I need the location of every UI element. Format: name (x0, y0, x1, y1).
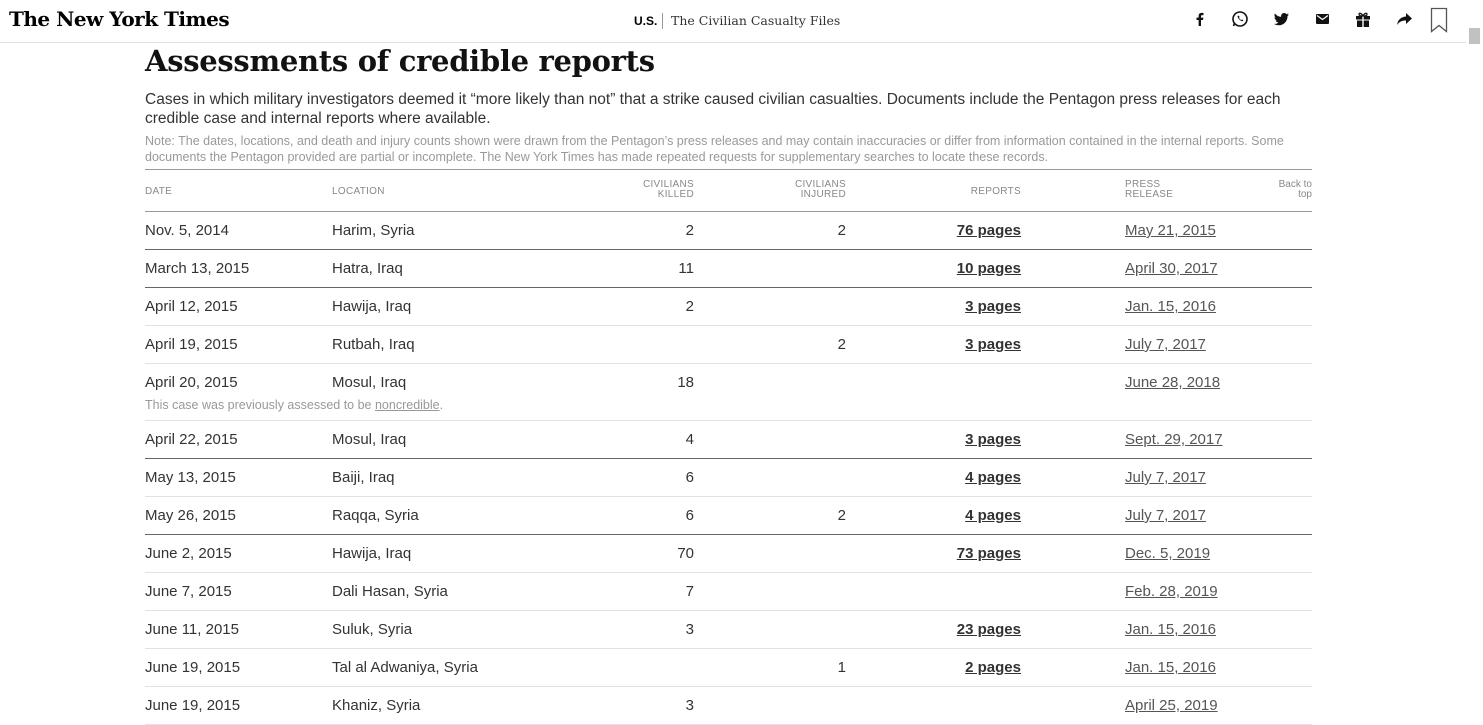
table-row (145, 535, 1312, 573)
report-link[interactable]: 10 pages (956, 260, 1021, 277)
table-row (145, 611, 1312, 649)
cell-date: April 22, 2015 (145, 431, 238, 448)
cell-date: April 12, 2015 (145, 298, 238, 315)
cell-location: Khaniz, Syria (332, 697, 421, 714)
report-link[interactable]: 2 pages (965, 659, 1021, 676)
press-release-link[interactable]: July 7, 2017 (1125, 336, 1206, 353)
press-release-link[interactable]: July 7, 2017 (1125, 469, 1206, 486)
scrollbar-track[interactable] (1466, 0, 1483, 700)
cell-injured: 1 (837, 659, 846, 676)
report-link[interactable]: 3 pages (965, 431, 1021, 448)
row-note (145, 398, 443, 412)
cell-date: May 13, 2015 (145, 469, 236, 486)
cell-killed: 2 (685, 222, 694, 239)
report-link[interactable]: 3 pages (965, 298, 1021, 315)
nyt-logo[interactable]: The New York Times (9, 7, 230, 31)
table-row (145, 497, 1312, 535)
table-row (145, 573, 1312, 611)
press-release-link[interactable]: Dec. 5, 2019 (1125, 545, 1211, 562)
cell-location: Hawija, Iraq (332, 298, 412, 315)
cell-date: June 19, 2015 (145, 659, 241, 676)
cell-date: Nov. 5, 2014 (145, 222, 229, 239)
noncredible-link[interactable]: noncredible (374, 398, 440, 412)
cell-killed: 70 (677, 545, 694, 562)
table-row (145, 250, 1312, 288)
cell-location: Dali Hasan, Syria (332, 583, 448, 600)
cell-killed: 18 (677, 374, 694, 391)
cell-location: Hatra, Iraq (332, 260, 403, 277)
report-link[interactable]: 3 pages (965, 336, 1021, 353)
table-row (145, 288, 1312, 326)
table-row (145, 649, 1312, 687)
series-title[interactable]: The Civilian Casualty Files (671, 13, 841, 28)
back-to-top-link[interactable]: Back to top (1278, 179, 1312, 200)
press-release-link[interactable]: Feb. 28, 2019 (1125, 583, 1218, 600)
column-header-date: DATE (145, 186, 173, 197)
cell-injured: 2 (837, 507, 846, 524)
cell-date: June 7, 2015 (145, 583, 232, 600)
press-release-link[interactable]: Jan. 15, 2016 (1125, 298, 1216, 315)
section-label[interactable]: U.S. (634, 14, 658, 28)
press-release-link[interactable]: April 25, 2019 (1125, 697, 1218, 714)
intro-text: Cases in which military investigators deemed it “more likely than not” that a strike caused civilian casualties. Documents include the Pentagon press releases for each credible case and internal reports where available. (145, 91, 1281, 127)
share-icon[interactable] (1391, 6, 1417, 32)
cell-date: April 19, 2015 (145, 336, 238, 353)
cell-location: Mosul, Iraq (332, 374, 407, 391)
cell-location: Rutbah, Iraq (332, 336, 415, 353)
cell-location: Hawija, Iraq (332, 545, 412, 562)
cell-killed: 6 (685, 469, 694, 486)
bookmark-icon[interactable] (1427, 5, 1451, 35)
table-row (145, 326, 1312, 364)
column-header-location: LOCATION (332, 186, 385, 197)
report-link[interactable]: 4 pages (965, 507, 1021, 524)
whatsapp-icon[interactable] (1227, 6, 1253, 32)
row-note-text: This case was previously assessed to be (145, 398, 375, 412)
cell-injured: 2 (837, 336, 846, 353)
gift-icon[interactable] (1350, 6, 1376, 32)
cell-date: June 2, 2015 (145, 545, 232, 562)
column-header-reports: REPORTS (970, 186, 1021, 197)
table-row (145, 364, 1312, 421)
report-link[interactable]: 76 pages (956, 222, 1021, 239)
cell-location: Tal al Adwaniya, Syria (332, 659, 478, 676)
report-link[interactable]: 73 pages (956, 545, 1021, 562)
press-release-link[interactable]: April 30, 2017 (1125, 260, 1218, 277)
cell-location: Harim, Syria (332, 222, 415, 239)
press-release-link[interactable]: Jan. 15, 2016 (1125, 621, 1216, 638)
column-header-press-release: PRESS RELEASE (1125, 179, 1174, 200)
cell-killed: 6 (685, 507, 694, 524)
column-header-injured: CIVILIANS INJURED (794, 179, 846, 200)
press-release-link[interactable]: June 28, 2018 (1125, 374, 1221, 391)
table-row (145, 421, 1312, 459)
press-release-link[interactable]: July 7, 2017 (1125, 507, 1206, 524)
top-bar (0, 0, 1483, 43)
press-release-link[interactable]: Jan. 15, 2016 (1125, 659, 1216, 676)
column-header-killed: CIVILIANS KILLED (642, 179, 694, 200)
email-icon[interactable] (1309, 6, 1335, 32)
cell-killed: 2 (685, 298, 694, 315)
cell-location: Mosul, Iraq (332, 431, 407, 448)
cell-date: May 26, 2015 (145, 507, 236, 524)
report-link[interactable]: 23 pages (956, 621, 1021, 638)
press-release-link[interactable]: Sept. 29, 2017 (1125, 431, 1223, 448)
report-link[interactable]: 4 pages (965, 469, 1021, 486)
row-note-suffix: . (439, 398, 444, 412)
section-divider (662, 13, 663, 29)
cell-location: Baiji, Iraq (332, 469, 395, 486)
credible-reports-table (145, 169, 1312, 725)
scrollbar-thumb[interactable] (1469, 28, 1480, 44)
cell-location: Suluk, Syria (332, 621, 413, 638)
cell-killed: 7 (685, 583, 694, 600)
cell-killed: 11 (678, 260, 694, 277)
cell-date: June 19, 2015 (145, 697, 241, 714)
cell-killed: 4 (685, 431, 694, 448)
twitter-icon[interactable] (1268, 6, 1294, 32)
note-text: Note: The dates, locations, and death and injury counts shown were drawn from the Pentagon’s press releases and may contain inaccuracies or differ from information contained in the internal reports. Some documents the Pentagon provided are partial or incomplete. The New York Times has made repeated requests for supplementary searches to locate these records. (145, 134, 1284, 164)
cell-injured: 2 (837, 222, 846, 239)
table-header (145, 169, 1312, 212)
cell-location: Raqqa, Syria (332, 507, 419, 524)
cell-date: March 13, 2015 (145, 260, 250, 277)
cell-date: April 20, 2015 (145, 374, 238, 391)
page-title: Assessments of credible reports (145, 44, 655, 78)
table-row (145, 687, 1312, 725)
table-row (145, 212, 1312, 250)
cell-killed: 3 (685, 697, 694, 714)
facebook-icon[interactable] (1187, 6, 1213, 32)
table-row (145, 459, 1312, 497)
press-release-link[interactable]: May 21, 2015 (1125, 222, 1216, 239)
cell-killed: 3 (685, 621, 694, 638)
cell-date: June 11, 2015 (145, 621, 239, 638)
